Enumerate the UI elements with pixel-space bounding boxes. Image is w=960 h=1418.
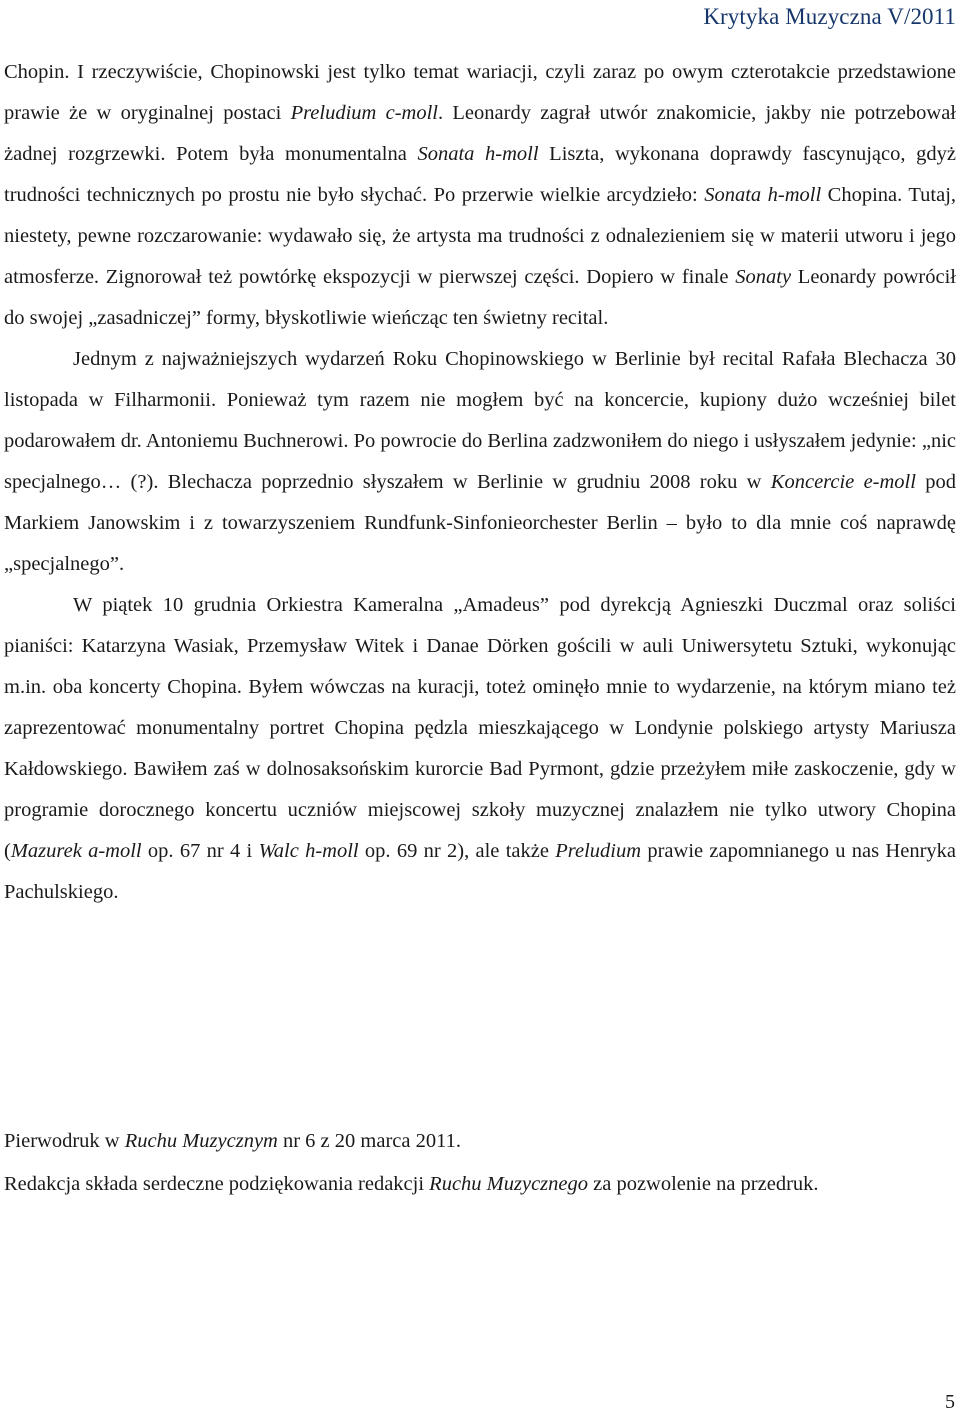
italic-title: Sonata h-moll bbox=[417, 143, 539, 165]
journal-header: Krytyka Muzyczna V/2011 bbox=[703, 4, 956, 29]
text-segment: Pierwodruk w bbox=[4, 1130, 125, 1152]
text-segment: pod Markiem Janowskim i z towarzyszeniem Rundfunk-Sinfonieorchester Berlin – było to dla mnie coś naprawdę „specjalnego”. bbox=[4, 471, 957, 575]
acknowledgement-note bbox=[4, 1163, 956, 1206]
text-segment: Liszta, wykonana doprawdy fascynująco, gdyż trudności technicznych po prostu nie było słychać. Po przerwie wielkie arcydzieło: bbox=[4, 143, 956, 206]
text-segment: Chopin. I rzeczywiście, Chopinowski jest tylko temat wariacji, czyli zaraz po owym czterotakcie przedstawione prawie że w oryginalnej postaci bbox=[4, 61, 956, 124]
text-segment: op. 69 nr 2), ale także bbox=[358, 840, 556, 862]
text-segment: Jednym z najważniejszych wydarzeń Roku Chopinowskiego w Berlinie był recital Rafała Blechacza 30 listopada w Filharmonii. Ponieważ tym razem nie mogłem być na koncercie, kupiony dużo wcześniej bilet podarowałem dr. Antoniemu Buchnerowi. Po powrocie do Berlina zadzwoniłem do niego i usłyszałem jedynie: „nic specjalnego… (?). Blechacza poprzednio słyszałem w Berlinie w grudniu 2008 roku w bbox=[4, 348, 956, 493]
text-segment: op. 67 nr 4 i bbox=[141, 840, 259, 862]
italic-title: Mazurek a-moll bbox=[10, 840, 142, 862]
paragraph-2 bbox=[4, 339, 956, 585]
italic-title: Preludium c-moll bbox=[290, 102, 438, 124]
text-segment: Chopina. Tutaj, niestety, pewne rozczarowanie: wydawało się, że artysta ma trudności z odnalezieniem się w materii utworu i jego atmosferze. Zignorował też powtórkę ekspozycji w pierwszej części. Dopiero w finale bbox=[4, 184, 957, 288]
article-body bbox=[4, 52, 956, 913]
text-segment: za pozwolenie na przedruk. bbox=[588, 1173, 819, 1195]
italic-title: Koncercie e-moll bbox=[770, 471, 916, 493]
italic-title: Ruchu Muzycznym bbox=[124, 1130, 278, 1152]
italic-title: Sonaty bbox=[735, 266, 792, 288]
text-segment: W piątek 10 grudnia Orkiestra Kameralna „Amadeus” pod dyrekcją Agnieszki Duczmal oraz soliści pianiści: Katarzyna Wasiak, Przemysław Witek i Danae Dörken gościli w auli Uniwersytetu Sztuki, wykonując m.in. oba koncerty Chopina. Byłem wówczas na kuracji, toteż ominęło mnie to wydarzenie, na którym miano też zaprezentować monumentalny portret Chopina pędzla mieszkającego w Londynie polskiego artysty Mariusza Kałdowskiego. Bawiłem zaś w dolnosaksońskim kurorcie Bad Pyrmont, gdzie przeżyłem miłe zaskoczenie, gdy w programie dorocznego koncertu uczniów miejscowej szkoły muzycznej znalazłem nie tylko utwory Chopina ( bbox=[4, 594, 956, 862]
italic-title: Walc h-moll bbox=[258, 840, 359, 862]
text-segment: . Leonardy zagrał utwór znakomicie, jakby nie potrzebował żadnej rozgrzewki. Potem była monumentalna bbox=[4, 102, 956, 165]
credits-block bbox=[4, 1120, 956, 1206]
italic-title: Preludium bbox=[555, 840, 642, 862]
text-segment: Redakcja składa serdeczne podziękowania redakcji bbox=[4, 1173, 430, 1195]
text-segment: nr 6 z 20 marca 2011. bbox=[277, 1130, 461, 1152]
paragraph-3 bbox=[4, 585, 956, 913]
text-segment: prawie zapomnianego u nas Henryka Pachulskiego. bbox=[4, 840, 956, 903]
italic-title: Ruchu Muzycznego bbox=[429, 1173, 588, 1195]
first-print-note bbox=[4, 1120, 956, 1163]
italic-title: Sonata h-moll bbox=[704, 184, 822, 206]
page-number: 5 bbox=[945, 1391, 955, 1413]
text-segment: Leonardy powrócił do swojej „zasadniczej” formy, błyskotliwie wieńcząc ten świetny recital. bbox=[4, 266, 956, 329]
paragraph-1 bbox=[4, 52, 956, 339]
